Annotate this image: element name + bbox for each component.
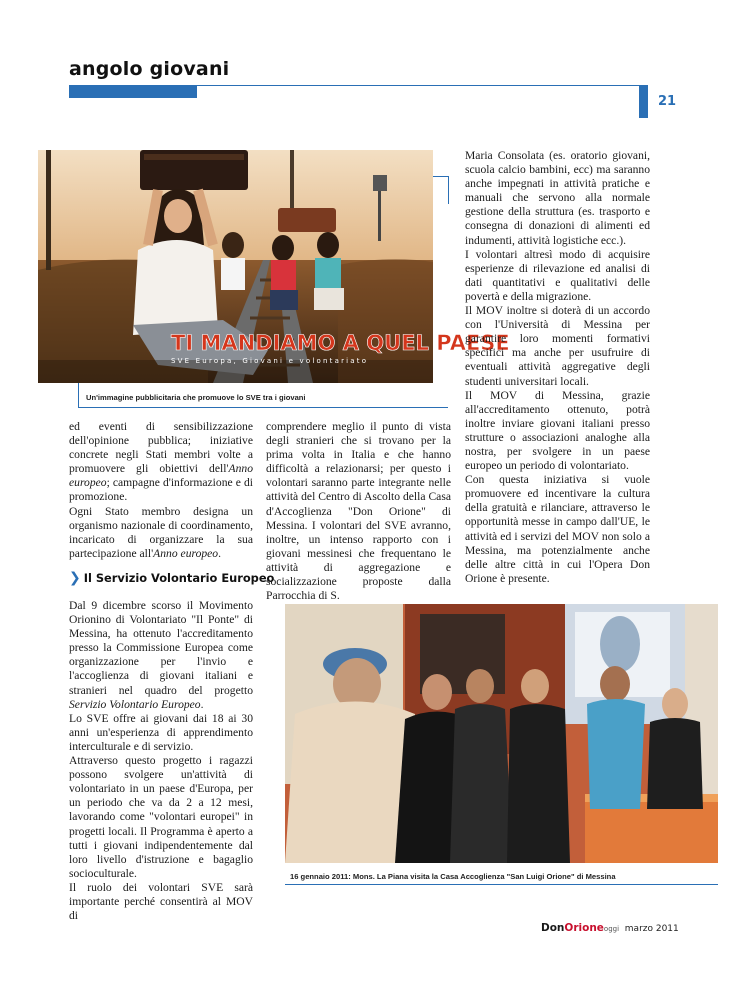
photo-top-caption: Un'immagine pubblicitaria che promuove lo SVE tra i giovani <box>86 393 306 402</box>
paragraph <box>465 149 650 248</box>
photo-railway-graphic <box>38 150 510 383</box>
paragraph <box>266 420 451 603</box>
footer-brand-don: Don <box>541 922 565 934</box>
text-run: Lo SVE offre ai giovani dai 18 ai 30 anni un'esperienza di apprendimento interculturale e di servizio. <box>69 711 253 753</box>
text-run: Il MOV di Messina, grazie all'accreditamento ottenuto, potrà inoltre inviare giovani italiani presso strutture o associazioni analoghe alla nostra, per svolgere in un paese europeo un periodo di volontariato. <box>465 388 650 473</box>
paragraph <box>69 599 253 712</box>
text-run: . <box>218 546 222 560</box>
paragraph <box>69 712 253 754</box>
caption-frame-line <box>78 407 448 408</box>
text-run: Dal 9 dicembre scorso il Movimento Orionino di Volontariato "Il Ponte" di Messina, ha ottenuto l'accreditamento presso la Commissione Europea come organizzazione per l'invio e l'accoglienza di giovani italiani e stranieri nel quadro del progetto <box>69 599 253 697</box>
section-title: angolo giovani <box>69 58 230 80</box>
text-run: Anno europeo <box>153 546 219 560</box>
photo-visit-group <box>285 604 718 863</box>
text-run: Ogni Stato membro designa un organismo nazionale di coordinamento, incaricato di organizzare la sua partecipazione all' <box>69 504 253 560</box>
paragraph <box>465 389 650 474</box>
footer-brand <box>541 922 679 934</box>
paragraph <box>69 420 253 505</box>
column-right <box>465 149 650 586</box>
paragraph <box>69 881 253 923</box>
text-run: comprendere meglio il punto di vista degli stranieri che si trovano per la prima volta in Italia e che hanno difficoltà a relazionarsi; per questo i volontari saranno parte integrante nelle attività del Centro di Ascolto della Casa d'Accoglienza "Don Orione" di Messina. I volontari del SVE avranno, inoltre, un intenso rapporto con i giovani messinesi che frequentano le attività di aggregazione e socializzazione proposte dalla Parrocchia di S. <box>266 420 451 603</box>
photo-bracket-vert <box>448 176 449 204</box>
photo-overlay-subtitle: SVE Europa, Giovani e volontariato <box>171 357 369 365</box>
text-run: Attraverso questo progetto i ragazzi possono svolgere un'attività di volontariato in un paese d'Europa, per un periodo che va da 2 a 12 mesi, lavorando come "volontari europei" in progetti locali. Il Programma è aperto a tutti i giovani indipendentemente dal loro livello d'istruzione e bagaglio socioculturale. <box>69 754 253 880</box>
paragraph <box>465 473 650 586</box>
photo-bracket <box>433 176 449 177</box>
text-run: ; campagne d'informazione e di promozione. <box>69 476 253 504</box>
paragraph <box>69 505 253 561</box>
text-run: Il MOV inoltre si doterà di un accordo con l'Università di Messina per garantire loro momenti formativi specifici ma anche per usufruire di eventuali attività aggregative degli studenti universitari locali. <box>465 304 650 388</box>
photo-visit-graphic <box>285 604 718 863</box>
paragraph <box>465 304 650 389</box>
column-left-bottom <box>69 599 253 923</box>
page-tab <box>639 85 648 118</box>
bottom-caption-line <box>285 884 718 885</box>
chevron-right-icon: ❯ <box>69 570 81 586</box>
text-run: Maria Consolata (es. oratorio giovani, scuola calcio bambini, ecc) ma saranno anche impegnati in attività pratiche e manuali che servono alla normale gestione della struttura (es. trasporto e consegna di donazioni di alimenti ed indumenti, attività logistiche ecc.). <box>465 149 650 247</box>
caption-frame-vert <box>78 383 79 408</box>
photo-bottom-caption: 16 gennaio 2011: Mons. La Piana visita la Casa Accoglienza "San Luigi Orione" di Messina <box>290 872 616 881</box>
header-rule-bar <box>69 85 197 98</box>
footer-brand-oggi: oggi <box>603 925 620 933</box>
subheading <box>69 570 274 586</box>
text-run: Servizio Volontario Europeo <box>69 697 201 711</box>
photo-railway-volunteers <box>38 150 510 383</box>
paragraph <box>465 248 650 304</box>
text-run: Il ruolo dei volontari SVE sarà importante perché consentirà al MOV di <box>69 880 253 923</box>
subheading-text: Il Servizio Volontario Europeo <box>83 571 275 585</box>
footer-brand-orione: Orione <box>564 922 604 934</box>
text-run: Con questa iniziativa si vuole promuovere ed incentivare la cultura della gratuità e rilanciare, attraverso le opportunità messe in campo dall'UE, le attività ed i servizi del MOV non solo a Messina, ma potenzialmente anche delle altre città in cui l'Opera Don Orione è presente. <box>465 473 650 585</box>
text-run: ed eventi di sensibilizzazione dell'opinione pubblica; iniziative concrete negli Stati membri volte a promuovere gli obiettivi dell' <box>69 420 253 476</box>
column-left-top <box>69 420 253 561</box>
text-run: Anno europeo <box>69 462 253 490</box>
photo-overlay-title: TI MANDIAMO A QUEL PAESE <box>171 331 510 355</box>
footer-date: marzo 2011 <box>624 924 679 934</box>
page-number: 21 <box>658 94 677 109</box>
text-run: . <box>200 697 204 711</box>
paragraph <box>69 754 253 881</box>
column-middle <box>266 420 451 603</box>
text-run: I volontari altresì modo di acquisire esperienze di rilevazione ed analisi di dati quantitativi e qualitativi delle povertà e della migrazione. <box>465 247 650 303</box>
